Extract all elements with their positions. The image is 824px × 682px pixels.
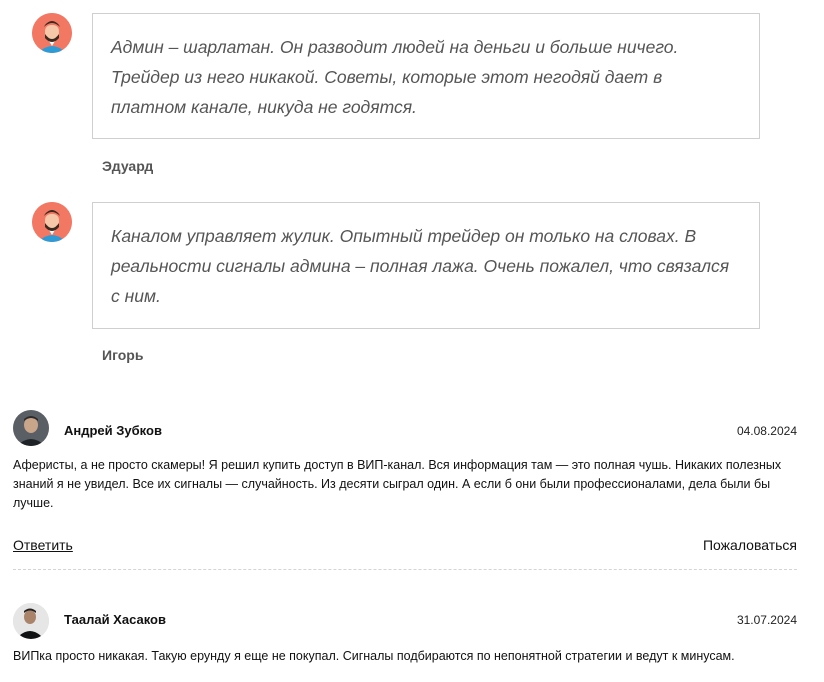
testimonial-quote-box	[92, 202, 760, 329]
testimonial-quote-box	[92, 13, 760, 139]
avatar	[13, 603, 49, 639]
testimonial-text: Каналом управляет жулик. Опытный трейдер он только на словах. В реальности сигналы админа – полная лажа. Очень пожалел, что связался с ним.	[111, 226, 730, 306]
comment-date: 31.07.2024	[736, 613, 797, 627]
comment-author: Андрей Зубков	[64, 423, 162, 438]
testimonial-text: Админ – шарлатан. Он разводит людей на деньги и больше ничего. Трейдер из него никакой. Советы, которые этот негодяй дает в платном канале, никуда не годятся.	[111, 37, 679, 117]
avatar-icon	[32, 13, 72, 53]
comment-text: Аферисты, а не просто скамеры! Я решил купить доступ в ВИП-канал. Вся информация там — это полная чушь. Никаких полезных знаний я не увидел. Все их сигналы — случайность. Из десяти сыграл один. А если б они были профессионалами, дела были бы лучше.	[13, 458, 782, 510]
reply-button[interactable]: Ответить	[13, 537, 73, 553]
comment-date: 04.08.2024	[736, 424, 797, 438]
comment-text: ВИПка просто никакая. Такую ерунду я еще не покупал. Сигналы подбираются по непонятной стратегии и ведут к минусам.	[13, 649, 735, 663]
comment-author: Таалай Хасаков	[64, 612, 166, 627]
report-button[interactable]: Пожаловаться	[702, 537, 797, 553]
comment-divider	[13, 569, 797, 570]
testimonial-author: Игорь	[102, 347, 144, 363]
avatar	[13, 410, 49, 446]
avatar-icon	[32, 202, 72, 242]
testimonial-author: Эдуард	[102, 158, 154, 174]
